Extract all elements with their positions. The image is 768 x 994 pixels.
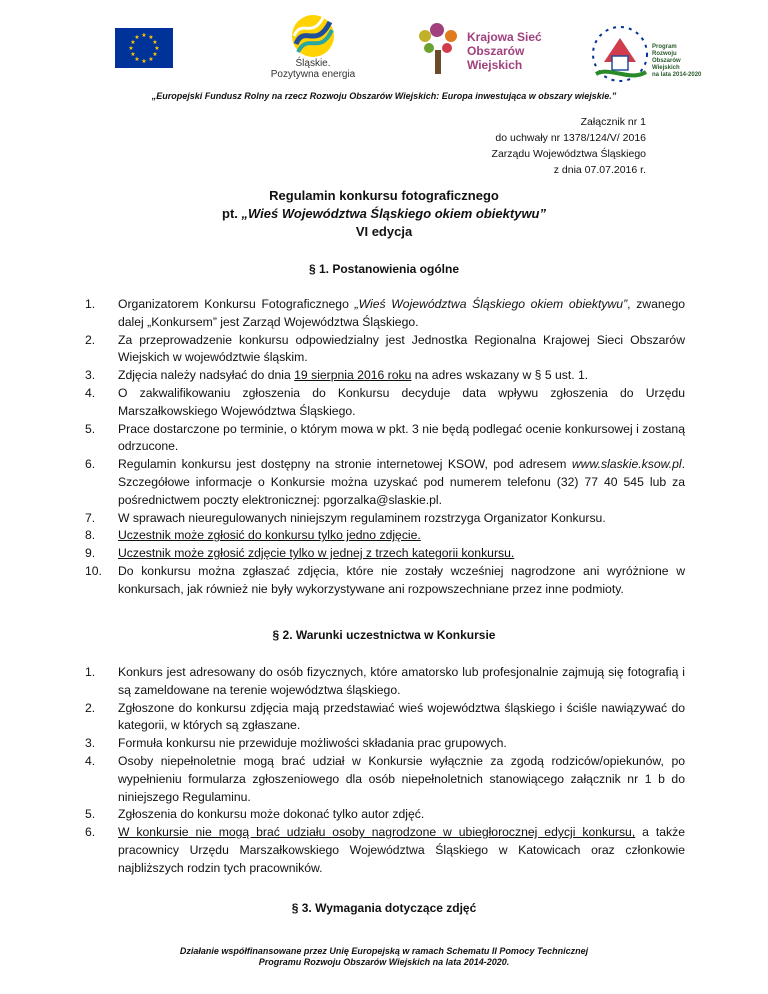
svg-text:★: ★: [152, 51, 158, 58]
eu-stars-icon: [115, 28, 173, 68]
section2-heading: § 2. Warunki uczestnictwa w Konkursie: [272, 628, 496, 642]
list-item: 7. W sprawach nieuregulowanych niniejszym regulaminem rozstrzyga Organizator Konkursu.: [85, 510, 606, 525]
annex-line-2: do uchwały nr 1378/124/V/ 2016: [495, 132, 646, 144]
svg-text:★: ★: [148, 56, 154, 63]
prow-logo: [590, 22, 710, 92]
slaskie-logo: [262, 14, 364, 86]
svg-text:★: ★: [134, 56, 140, 63]
svg-text:★: ★: [134, 34, 140, 41]
section2-list: [85, 664, 685, 878]
section1-list: [85, 296, 685, 599]
list-item: 10. Do konkursu można zgłaszać zdjęcia, które nie zostały wcześniej nagrodzone ani wyróżnione w konkursach, jak również nie były wykorzystywane ani rozpowszechniane przez inne podmioty.: [85, 563, 685, 596]
list-item: 9. Uczestnik może zgłosić zdjęcie tylko w jednej z trzech kategorii konkursu.: [85, 546, 515, 561]
footer-note: [0, 946, 768, 968]
website-link[interactable]: www.slaskie.ksow.pl: [571, 457, 682, 472]
prow-line-5: na lata 2014-2020: [652, 72, 702, 78]
ksow-line1: Krajowa Sieć: [467, 30, 542, 44]
annex-line-3: Zarządu Województwa Śląskiego: [491, 148, 646, 160]
section1-heading: § 1. Postanowienia ogólne: [308, 262, 460, 276]
list-item: 8. Uczestnik może zgłosić do konkursu tylko jedno zdjęcie.: [85, 528, 421, 543]
slaskie-waves-icon: [290, 14, 336, 58]
list-item: 4. O zakwalifikowaniu zgłoszenia do Konkursu decyduje data wpływu zgłoszenia do Urzędu Marszałkowskiego Województwa Śląskiego.: [85, 385, 685, 418]
svg-text:★: ★: [130, 39, 136, 46]
title-line-2: [0, 205, 768, 223]
title-edition: VI edycja: [355, 224, 413, 239]
svg-text:★: ★: [152, 39, 158, 46]
list-item: 1. Konkurs jest adresowany do osób fizycznych, które amatorsko lub profesjonalnie zajmują się fotografią i są zameldowane na terenie województwa śląskiego.: [85, 665, 685, 697]
list-item: 4. Osoby niepełnoletnie mogą brać udział w Konkursie wyłącznie za zgodą rodziców/opiekunów, po wypełnieniu formularza zgłoszeniowego dla osób niepełnoletnich stanowiącego załącznik nr 1 b do niniejszego Regulaminu.: [85, 753, 685, 804]
header-tagline: „Europejski Fundusz Rolny na rzecz Rozwoju Obszarów Wiejskich: Europa inwestująca w obszary wiejskie.”: [151, 91, 617, 101]
list-item: 2. Zgłoszone do konkursu zdjęcia mają przedstawiać wieś województwa śląskiego i ściśle nawiązywać do kategorii, w których są zgłaszane.: [85, 700, 685, 733]
svg-text:★: ★: [128, 45, 134, 52]
prow-line-4: Wiejskich: [652, 65, 680, 71]
slaskie-name: Śląskie.: [295, 58, 331, 69]
list-item: 6. Regulamin konkursu jest dostępny na stronie internetowej KSOW, pod adresem www.slaskie.ksow.pl. Szczegółowe informacje o Konkursie można uzyskać pod numerem telefonu (32) 77 40 545 lub za pośrednictwem poczty elektronicznej: pgorzalka@slaskie.pl.: [85, 457, 685, 507]
annex-line-4: z dnia 07.07.2016 r.: [553, 164, 646, 176]
svg-text:★: ★: [154, 45, 160, 52]
title-contest-name: „Wieś Województwa Śląskiego okiem obiektywu”: [241, 206, 546, 221]
logo-bar: [0, 14, 768, 86]
section3-heading: § 3. Wymagania dotyczące zdjęć: [291, 901, 477, 915]
svg-text:★: ★: [141, 32, 147, 39]
title-line-1: Regulamin konkursu fotograficznego: [269, 188, 499, 203]
annex-block: [492, 114, 646, 178]
document-title: [0, 187, 768, 241]
ksow-line2: Obszarów Wiejskich: [467, 44, 525, 72]
prow-emblem-icon: [590, 22, 650, 88]
slaskie-slogan: Pozytywna energia: [270, 69, 356, 80]
list-item: 3. Zdjęcia należy nadsyłać do dnia 19 sierpnia 2016 roku na adres wskazany w § 5 ust. 1.: [85, 368, 589, 383]
list-item: 2. Za przeprowadzenie konkursu odpowiedzialny jest Jednostka Regionalna Krajowej Sieci Obszarów Wiejskich w województwie śląskim.: [85, 332, 685, 365]
list-item: 1. Organizatorem Konkursu Fotograficznego „Wieś Województwa Śląskiego okiem obiektywu”, zwanego dalej „Konkursem” jest Zarząd Województwa Śląskiego.: [85, 297, 685, 329]
deadline-date: 19 sierpnia 2016 roku: [294, 368, 412, 383]
list-item: 3. Formuła konkursu nie przewiduje możliwości składania prac grupowych.: [85, 736, 507, 751]
prow-line-1: Program: [652, 44, 677, 50]
ksow-tree-icon: [415, 22, 463, 78]
title-prefix: pt.: [222, 206, 242, 221]
svg-text:★: ★: [141, 58, 147, 65]
footer-line-1: Działanie współfinansowane przez Unię Europejską w ramach Schematu II Pomocy Technicznej: [179, 946, 589, 956]
list-item: 5. Zgłoszenia do konkursu może dokonać tylko autor zdjęć.: [85, 807, 425, 822]
prow-line-2: Rozwoju: [652, 51, 677, 57]
annex-line-1: Załącznik nr 1: [580, 116, 646, 128]
svg-text:★: ★: [148, 34, 154, 41]
footer-line-2: Programu Rozwoju Obszarów Wiejskich na lata 2014-2020.: [258, 957, 510, 967]
eu-flag-logo: [115, 28, 173, 68]
list-item: 6. W konkursie nie mogą brać udziału osoby nagrodzone w ubiegłorocznej edycji konkursu, a także pracownicy Urzędu Marszałkowskiego Województwa Śląskiego w Katowicach oraz członkowie najbliższych rodzin tych pracowników.: [85, 825, 685, 875]
ksow-logo: [415, 22, 580, 82]
list-item: 5. Prace dostarczone po terminie, o którym mowa w pkt. 3 nie będą podlegać ocenie konkursowej i zostaną odrzucone.: [85, 421, 685, 454]
prow-line-3: Obszarów: [652, 58, 681, 64]
svg-text:★: ★: [130, 51, 136, 58]
